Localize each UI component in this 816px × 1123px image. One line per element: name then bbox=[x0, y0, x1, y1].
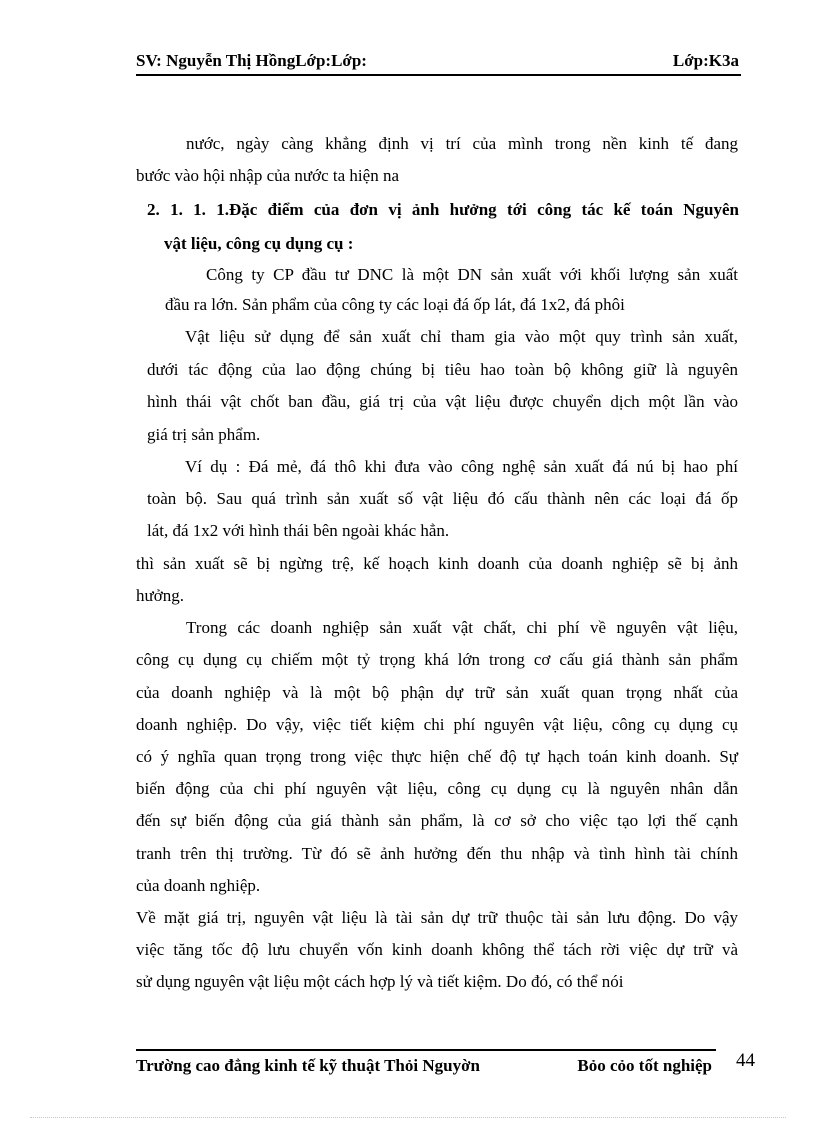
footer-report-title: Bỏo cỏo tốt nghiệp bbox=[577, 1056, 712, 1075]
body-line: toàn bộ. Sau quá trình sản xuất số vật liệu đó cấu thành nên các loại đá ốp bbox=[147, 489, 738, 508]
body-line: của doanh nghiệp. bbox=[136, 876, 261, 895]
page-number: 44 bbox=[736, 1050, 755, 1071]
body-line: Vật liệu sử dụng để sản xuất chỉ tham gia vào một quy trình sản xuất, bbox=[185, 327, 738, 346]
body-line: dưới tác động của lao động chúng bị tiêu hao toàn bộ không giữ là nguyên bbox=[147, 360, 738, 379]
body-line: có ý nghĩa quan trọng trong việc thực hiện chế độ tự hạch toán kinh doanh. Sự bbox=[136, 747, 738, 766]
body-line: Về mặt giá trị, nguyên vật liệu là tài sản dự trữ thuộc tài sản lưu động. Do vậy bbox=[136, 908, 738, 927]
page-header bbox=[136, 46, 741, 76]
body-line: công cụ dụng cụ chiếm một tỷ trọng khá lớn trong cơ cấu giá thành sản phẩm bbox=[136, 650, 738, 669]
body-line: nước, ngày càng khẳng định vị trí của mình trong nền kinh tế đang bbox=[186, 134, 738, 153]
body-line: của doanh nghiệp và là một bộ phận dự trữ sản xuất quan trọng nhất của bbox=[136, 683, 738, 702]
body-line: Trong các doanh nghiệp sản xuất vật chất, chi phí về nguyên vật liệu, bbox=[186, 618, 738, 637]
body-line: đầu ra lớn. Sản phẩm của công ty các loại đá ốp lát, đá 1x2, đá phôi bbox=[165, 295, 625, 314]
header-class: Lớp:K3a bbox=[672, 51, 739, 70]
body-line: Công ty CP đầu tư DNC là một DN sản xuất với khối lượng sản xuất bbox=[206, 265, 738, 284]
section-heading-cont: vật liệu, công cụ dụng cụ : bbox=[164, 234, 354, 253]
section-heading: 2. 1. 1. 1.Đặc điểm của đơn vị ảnh hưởng tới công tác kế toán Nguyên bbox=[147, 200, 739, 219]
body-line: biến động của chi phí nguyên vật liệu, công cụ dụng cụ là nguyên nhân dẫn bbox=[136, 779, 738, 798]
body-line: tranh trên thị trường. Từ đó sẽ ảnh hưởng đến thu nhập và tình hình tài chính bbox=[136, 844, 738, 863]
body-line: Ví dụ : Đá mẻ, đá thô khi đưa vào công nghệ sản xuất đá nú bị hao phí bbox=[185, 457, 738, 476]
body-line: hưởng. bbox=[136, 586, 184, 605]
body-line: sử dụng nguyên vật liệu một cách hợp lý và tiết kiệm. Do đó, có thể nói bbox=[136, 972, 624, 991]
body-line: hình thái vật chốt ban đầu, giá trị của vật liệu được chuyển dịch một lần vào bbox=[147, 392, 738, 411]
bottom-dotted-divider bbox=[30, 1117, 786, 1118]
body-line: giá trị sản phẩm. bbox=[147, 425, 261, 444]
body-line: thì sản xuất sẽ bị ngừng trệ, kế hoạch kinh doanh của doanh nghiệp sẽ bị ảnh bbox=[136, 554, 738, 573]
body-line: việc tăng tốc độ lưu chuyển vốn kinh doanh không thể tách rời việc dự trữ và bbox=[136, 940, 738, 959]
body-line: bước vào hội nhập của nước ta hiện na bbox=[136, 166, 399, 185]
body-line: lát, đá 1x2 với hình thái bên ngoài khác hẳn. bbox=[147, 521, 450, 540]
page-footer bbox=[136, 1049, 716, 1079]
body-line: đến sự biến động của giá thành sản phẩm, là cơ sở cho việc tạo lợi thế cạnh bbox=[136, 811, 738, 830]
header-student-info: SV: Nguyễn Thị HồngLớp:Lớp: bbox=[136, 51, 367, 70]
body-line: doanh nghiệp. Do vậy, việc tiết kiệm chi phí nguyên vật liệu, công cụ dụng cụ bbox=[136, 715, 738, 734]
footer-school-name: Trường cao đẳng kinh tế kỹ thuật Thỏi Nguyờn bbox=[136, 1056, 480, 1075]
